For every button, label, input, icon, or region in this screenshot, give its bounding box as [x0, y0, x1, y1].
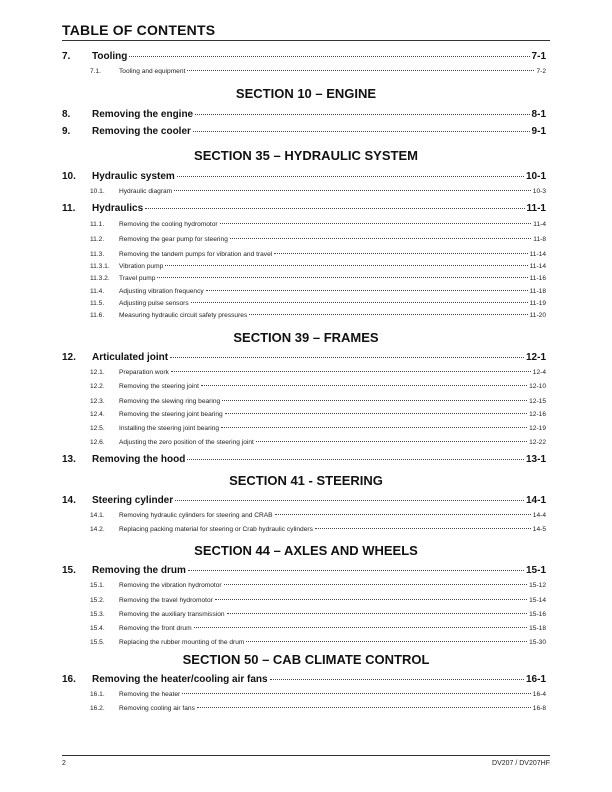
entry-title: Tooling and equipment: [119, 68, 186, 75]
toc-subsection-entry[interactable]: [90, 625, 546, 632]
entry-title: Adjusting the zero position of the steering joint: [119, 439, 254, 446]
footer-model: DV207 / DV207HF: [492, 760, 550, 767]
entry-title: Removing hydraulic cylinders for steering and CRAB: [119, 512, 273, 519]
section-heading: SECTION 10 – ENGINE: [235, 86, 377, 101]
dot-leader: [246, 641, 527, 642]
footer-page-number: 2: [62, 760, 66, 767]
entry-title: Vibration pump: [119, 263, 164, 270]
toc-subsection-entry[interactable]: [90, 611, 546, 618]
dot-leader: [221, 427, 527, 428]
dot-leader: [165, 265, 527, 266]
entry-page: 15-16: [529, 611, 546, 618]
toc-chapter-entry[interactable]: [62, 454, 546, 465]
entry-title: Removing the auxiliary transmission: [119, 611, 225, 618]
entry-title: Removing the heater/cooling air fans: [92, 674, 268, 685]
entry-page: 10-1: [525, 171, 546, 182]
entry-number: 16.1.: [90, 691, 105, 698]
entry-title: Removing the travel hydromotor: [119, 597, 213, 604]
entry-page: 16-4: [532, 691, 546, 698]
toc-subsection-entry[interactable]: [90, 188, 546, 195]
dot-leader: [157, 277, 527, 278]
dot-leader: [222, 400, 527, 401]
toc-subsection-entry[interactable]: [90, 369, 546, 376]
entry-title: Removing the hood: [92, 454, 186, 465]
dot-leader: [274, 253, 527, 254]
toc-chapter-entry[interactable]: [62, 109, 546, 120]
entry-number: 12.4.: [90, 411, 105, 418]
toc-subsection-entry[interactable]: [90, 251, 546, 258]
entry-number: 12.3.: [90, 398, 105, 405]
entry-number: 13.: [62, 454, 76, 465]
toc-chapter-entry[interactable]: [62, 51, 546, 62]
toc-subsection-entry[interactable]: [90, 597, 546, 604]
entry-number: 12.6.: [90, 439, 105, 446]
toc-chapter-entry[interactable]: [62, 126, 546, 137]
dot-leader: [145, 208, 524, 209]
dot-leader: [175, 500, 524, 501]
header-rule: [62, 40, 550, 41]
dot-leader: [315, 528, 531, 529]
entry-number: 15.1.: [90, 582, 105, 589]
entry-title: Steering cylinder: [92, 495, 174, 506]
entry-title: Adjusting vibration frequency: [119, 288, 204, 295]
entry-number: 7.1.: [90, 68, 101, 75]
entry-page: 12-19: [529, 425, 546, 432]
dot-leader: [129, 56, 529, 57]
entry-page: 12-10: [529, 383, 546, 390]
dot-leader: [225, 413, 527, 414]
entry-title: Articulated joint: [92, 352, 169, 363]
entry-page: 11-14: [529, 263, 546, 270]
entry-page: 15-30: [529, 639, 546, 646]
entry-number: 10.1.: [90, 188, 105, 195]
entry-page: 11-18: [529, 288, 546, 295]
toc-subsection-entry[interactable]: [90, 221, 546, 228]
entry-page: 12-16: [529, 411, 546, 418]
toc-chapter-entry[interactable]: [62, 565, 546, 576]
toc-subsection-entry[interactable]: [90, 68, 546, 75]
dot-leader: [193, 131, 530, 132]
entry-page: 16-1: [525, 674, 546, 685]
entry-number: 11.3.2.: [90, 275, 110, 282]
entry-page: 14-4: [532, 512, 546, 519]
dot-leader: [197, 707, 531, 708]
entry-page: 15-1: [525, 565, 546, 576]
entry-page: 9-1: [531, 126, 546, 137]
entry-number: 7.: [62, 51, 71, 62]
entry-title: Removing the cooling hydromotor: [119, 221, 218, 228]
toc-subsection-entry[interactable]: [90, 236, 546, 243]
entry-number: 12.5.: [90, 425, 105, 432]
dot-leader: [191, 302, 528, 303]
dot-leader: [194, 627, 528, 628]
entry-page: 11-19: [529, 300, 546, 307]
entry-title: Removing cooling air fans: [119, 705, 195, 712]
entry-page: 15-14: [529, 597, 546, 604]
entry-page: 14-1: [525, 495, 546, 506]
entry-title: Removing the cooler: [92, 126, 191, 137]
toc-subsection-entry[interactable]: [90, 263, 546, 270]
entry-page: 12-4: [532, 369, 546, 376]
entry-number: 11.6.: [90, 312, 105, 319]
dot-leader: [177, 176, 524, 177]
page-title: TABLE OF CONTENTS: [62, 22, 216, 38]
entry-page: 15-12: [529, 582, 546, 589]
entry-title: Preparation work: [119, 369, 169, 376]
section-heading: SECTION 44 – AXLES AND WHEELS: [194, 543, 418, 558]
entry-title: Adjusting pulse sensors: [119, 300, 189, 307]
dot-leader: [249, 314, 527, 315]
dot-leader: [170, 357, 524, 358]
toc-chapter-entry[interactable]: [62, 171, 546, 182]
entry-page: 7-2: [536, 68, 546, 75]
toc-subsection-entry[interactable]: [90, 512, 546, 519]
toc-subsection-entry[interactable]: [90, 275, 546, 282]
entry-page: 10-3: [532, 188, 546, 195]
toc-subsection-entry[interactable]: [90, 639, 546, 646]
entry-number: 11.3.: [90, 251, 105, 258]
entry-title: Removing the drum: [92, 565, 186, 576]
entry-title: Hydraulic system: [92, 171, 175, 182]
entry-title: Installing the steering joint bearing: [119, 425, 220, 432]
dot-leader: [270, 679, 524, 680]
entry-title: Travel pump: [119, 275, 156, 282]
entry-number: 9.: [62, 126, 71, 137]
entry-page: 11-8: [533, 236, 546, 243]
entry-number: 8.: [62, 109, 71, 120]
dot-leader: [171, 371, 531, 372]
entry-title: Removing the vibration hydromotor: [119, 582, 222, 589]
entry-number: 16.2.: [90, 705, 105, 712]
dot-leader: [174, 190, 531, 191]
entry-page: 12-22: [529, 439, 546, 446]
section-heading: SECTION 39 – FRAMES: [233, 330, 379, 345]
entry-number: 16.: [62, 674, 76, 685]
entry-title: Removing the gear pump for steering: [119, 236, 228, 243]
entry-number: 14.1.: [90, 512, 105, 519]
dot-leader: [227, 613, 528, 614]
entry-page: 8-1: [531, 109, 546, 120]
entry-number: 11.1.: [90, 221, 105, 228]
entry-title: Removing the heater: [119, 691, 181, 698]
entry-title: Hydraulic diagram: [119, 188, 173, 195]
entry-page: 13-1: [525, 454, 546, 465]
entry-number: 10.: [62, 171, 76, 182]
entry-title: Hydraulics: [92, 203, 144, 214]
entry-page: 12-15: [529, 398, 546, 405]
entry-number: 11.2.: [90, 236, 105, 243]
entry-number: 15.2.: [90, 597, 105, 604]
toc-chapter-entry[interactable]: [62, 495, 546, 506]
toc-subsection-entry[interactable]: [90, 425, 546, 432]
entry-page: 7-1: [531, 51, 546, 62]
entry-title: Removing the engine: [92, 109, 194, 120]
entry-title: Measuring hydraulic circuit safety pressures: [119, 312, 248, 319]
entry-title: Removing the slewing ring bearing: [119, 398, 221, 405]
entry-page: 12-1: [525, 352, 546, 363]
entry-number: 14.: [62, 495, 76, 506]
entry-page: 11-16: [529, 275, 546, 282]
entry-page: 11-1: [526, 203, 546, 214]
dot-leader: [201, 385, 527, 386]
entry-title: Replacing packing material for steering or Crab hydraulic cylinders: [119, 526, 313, 533]
dot-leader: [187, 459, 524, 460]
dot-leader: [187, 70, 534, 71]
dot-leader: [195, 114, 529, 115]
toc-subsection-entry[interactable]: [90, 411, 546, 418]
dot-leader: [224, 584, 528, 585]
dot-leader: [230, 238, 531, 239]
toc-subsection-entry[interactable]: [90, 312, 546, 319]
entry-page: 11-4: [533, 221, 546, 228]
section-heading: SECTION 50 – CAB CLIMATE CONTROL: [182, 652, 430, 667]
toc-chapter-entry[interactable]: [62, 352, 546, 363]
entry-number: 14.2.: [90, 526, 105, 533]
toc-subsection-entry[interactable]: [90, 526, 546, 533]
toc-subsection-entry[interactable]: [90, 705, 546, 712]
entry-page: 16-8: [532, 705, 546, 712]
entry-number: 12.1.: [90, 369, 105, 376]
toc-chapter-entry[interactable]: [62, 203, 546, 214]
dot-leader: [256, 441, 527, 442]
entry-page: 14-5: [532, 526, 546, 533]
section-heading: SECTION 35 – HYDRAULIC SYSTEM: [194, 148, 418, 163]
entry-title: Removing the steering joint bearing: [119, 411, 223, 418]
toc-chapter-entry[interactable]: [62, 674, 546, 685]
toc-subsection-entry[interactable]: [90, 300, 546, 307]
entry-number: 15.3.: [90, 611, 105, 618]
entry-title: Removing the steering joint: [119, 383, 199, 390]
toc-subsection-entry[interactable]: [90, 439, 546, 446]
entry-page: 15-18: [529, 625, 546, 632]
entry-title: Replacing the rubber mounting of the drum: [119, 639, 245, 646]
dot-leader: [220, 223, 532, 224]
entry-page: 11-14: [529, 251, 546, 258]
dot-leader: [206, 290, 528, 291]
entry-number: 15.: [62, 565, 76, 576]
entry-number: 15.4.: [90, 625, 105, 632]
entry-number: 11.: [62, 203, 76, 214]
entry-title: Tooling: [92, 51, 128, 62]
toc-subsection-entry[interactable]: [90, 691, 546, 698]
entry-number: 15.5.: [90, 639, 105, 646]
dot-leader: [275, 514, 531, 515]
entry-number: 12.2.: [90, 383, 105, 390]
dot-leader: [182, 693, 531, 694]
dot-leader: [215, 599, 527, 600]
footer-rule: [62, 755, 550, 756]
entry-number: 12.: [62, 352, 76, 363]
entry-number: 11.5.: [90, 300, 105, 307]
section-heading: SECTION 41 - STEERING: [229, 473, 383, 488]
entry-page: 11-20: [529, 312, 546, 319]
entry-title: Removing the front drum: [119, 625, 192, 632]
toc-subsection-entry[interactable]: [90, 582, 546, 589]
dot-leader: [188, 570, 524, 571]
entry-title: Removing the tandem pumps for vibration and travel: [119, 251, 273, 258]
toc-subsection-entry[interactable]: [90, 288, 546, 295]
toc-subsection-entry[interactable]: [90, 383, 546, 390]
toc-subsection-entry[interactable]: [90, 398, 546, 405]
entry-number: 11.3.1.: [90, 263, 110, 270]
entry-number: 11.4.: [90, 288, 105, 295]
